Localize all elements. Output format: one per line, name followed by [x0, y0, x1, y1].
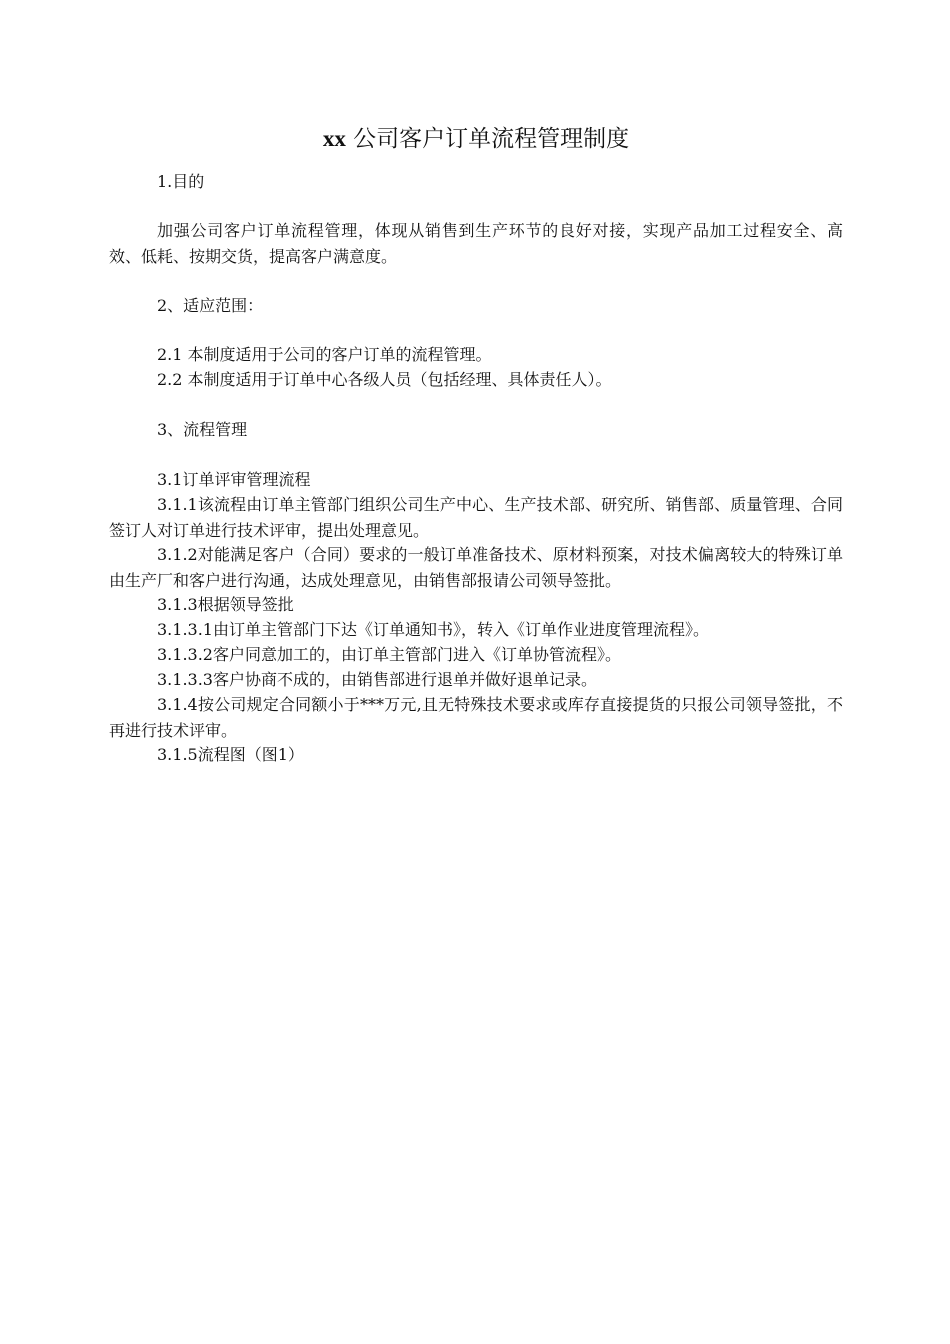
- section-3-1: 3.1订单评审管理流程: [157, 470, 311, 489]
- section-3-1-4: 3.1.4按公司规定合同额小于***万元,且无特殊技术要求或库存直接提货的只报公司领导签批，不再进行技术评审。: [109, 695, 843, 740]
- heading-process: 3、流程管理: [157, 420, 248, 439]
- section-3-1-3: 3.1.3根据领导签批: [157, 595, 294, 614]
- section-3-1-2: 3.1.2对能满足客户（合同）要求的一般订单准备技术、原材料预案，对技术偏离较大的特殊订单由生产厂和客户进行沟通，达成处理意见，由销售部报请公司领导签批。: [109, 545, 843, 590]
- section-3-1-3-3: 3.1.3.3客户协商不成的，由销售部进行退单并做好退单记录。: [157, 670, 597, 689]
- scope-item-2-2: 2.2 本制度适用于订单中心各级人员（包括经理、具体责任人）。: [157, 370, 612, 389]
- section-3-1-1: 3.1.1该流程由订单主管部门组织公司生产中心、生产技术部、研究所、销售部、质量管理、合同签订人对订单进行技术评审，提出处理意见。: [109, 495, 843, 540]
- scope-item-2-1: 2.1 本制度适用于公司的客户订单的流程管理。: [157, 345, 492, 364]
- document-title: [109, 123, 843, 155]
- section-3-1-5: 3.1.5流程图（图1）: [157, 745, 304, 764]
- heading-scope: 2、适应范围：: [157, 296, 264, 315]
- title-text: 公司客户订单流程管理制度: [353, 126, 630, 152]
- section-3-1-3-2: 3.1.3.2客户同意加工的，由订单主管部门进入《订单协管流程》。: [157, 645, 621, 664]
- section-3-1-3-1: 3.1.3.1由订单主管部门下达《订单通知书》，转入《订单作业进度管理流程》。: [157, 620, 709, 639]
- paragraph-purpose: 加强公司客户订单流程管理，体现从销售到生产环节的良好对接，实现产品加工过程安全、高效、低耗、按期交货，提高客户满意度。: [109, 221, 843, 266]
- heading-purpose: 1.目的: [157, 172, 205, 191]
- title-prefix: xx: [322, 126, 346, 151]
